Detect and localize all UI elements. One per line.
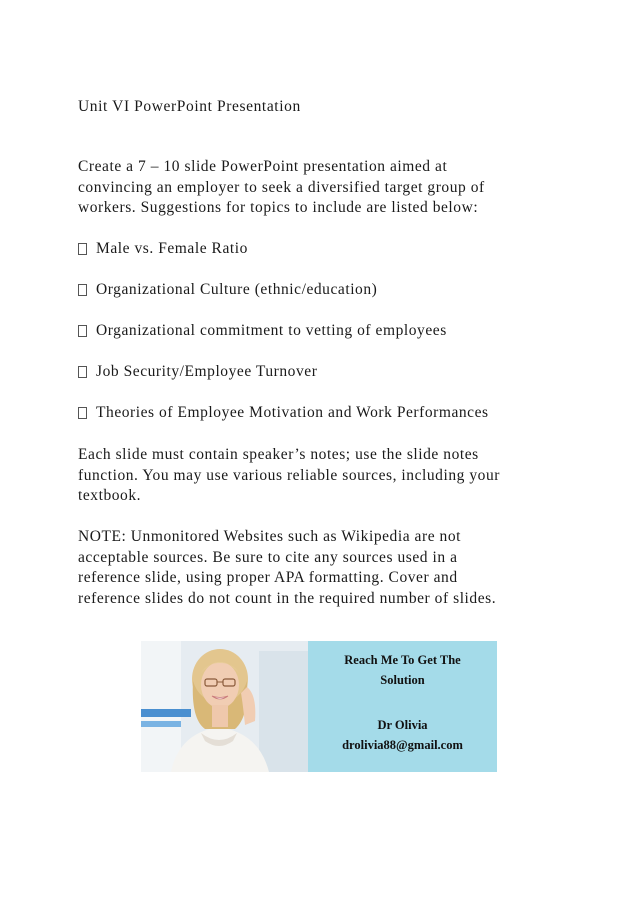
- bullet-text: Theories of Employee Motivation and Work Performances: [96, 404, 489, 421]
- woman-photo: [141, 641, 308, 772]
- note-line: reference slide, using proper APA formatting. Cover and: [78, 569, 458, 586]
- intro-line: workers. Suggestions for topics to include are listed below:: [78, 199, 479, 216]
- notes-line: Each slide must contain speaker’s notes; use the slide notes: [78, 446, 479, 463]
- bullet-text: Male vs. Female Ratio: [96, 240, 248, 257]
- bullet-item: [78, 322, 447, 340]
- bullet-box-icon: [78, 407, 87, 419]
- bullet-text: Organizational commitment to vetting of employees: [96, 322, 447, 339]
- note-line: NOTE: Unmonitored Websites such as Wikipedia are not: [78, 528, 462, 545]
- bullet-item: [78, 404, 489, 422]
- note-line: reference slides do not count in the required number of slides.: [78, 589, 497, 607]
- intro-line: convincing an employer to seek a diversified target group of: [78, 178, 485, 196]
- notes-line: function. You may use various reliable sources, including your: [78, 466, 500, 484]
- document-title: Unit VI PowerPoint Presentation: [78, 98, 301, 115]
- contact-banner: [141, 641, 497, 772]
- bullet-box-icon: [78, 243, 87, 255]
- intro-paragraph: [78, 157, 568, 219]
- notes-paragraph: [78, 445, 568, 507]
- bullet-box-icon: [78, 366, 87, 378]
- bullet-item: [78, 281, 377, 299]
- contact-subheadline: Solution: [380, 673, 425, 687]
- bullet-item: [78, 240, 248, 258]
- bullet-item: [78, 363, 317, 381]
- note-line: acceptable sources. Be sure to cite any sources used in a: [78, 548, 458, 566]
- woman-illustration: [141, 641, 308, 772]
- bullet-text: Organizational Culture (ethnic/education): [96, 281, 378, 298]
- bullet-box-icon: [78, 284, 87, 296]
- contact-headline: Reach Me To Get The: [344, 653, 461, 667]
- bullet-box-icon: [78, 325, 87, 337]
- contact-box: [308, 641, 497, 772]
- note-paragraph: [78, 527, 568, 609]
- contact-email[interactable]: drolivia88@gmail.com: [342, 738, 463, 752]
- contact-name: Dr Olivia: [377, 718, 428, 732]
- bullet-text: Job Security/Employee Turnover: [96, 363, 318, 380]
- notes-line: textbook.: [78, 487, 142, 504]
- intro-line: Create a 7 – 10 slide PowerPoint presentation aimed at: [78, 158, 448, 175]
